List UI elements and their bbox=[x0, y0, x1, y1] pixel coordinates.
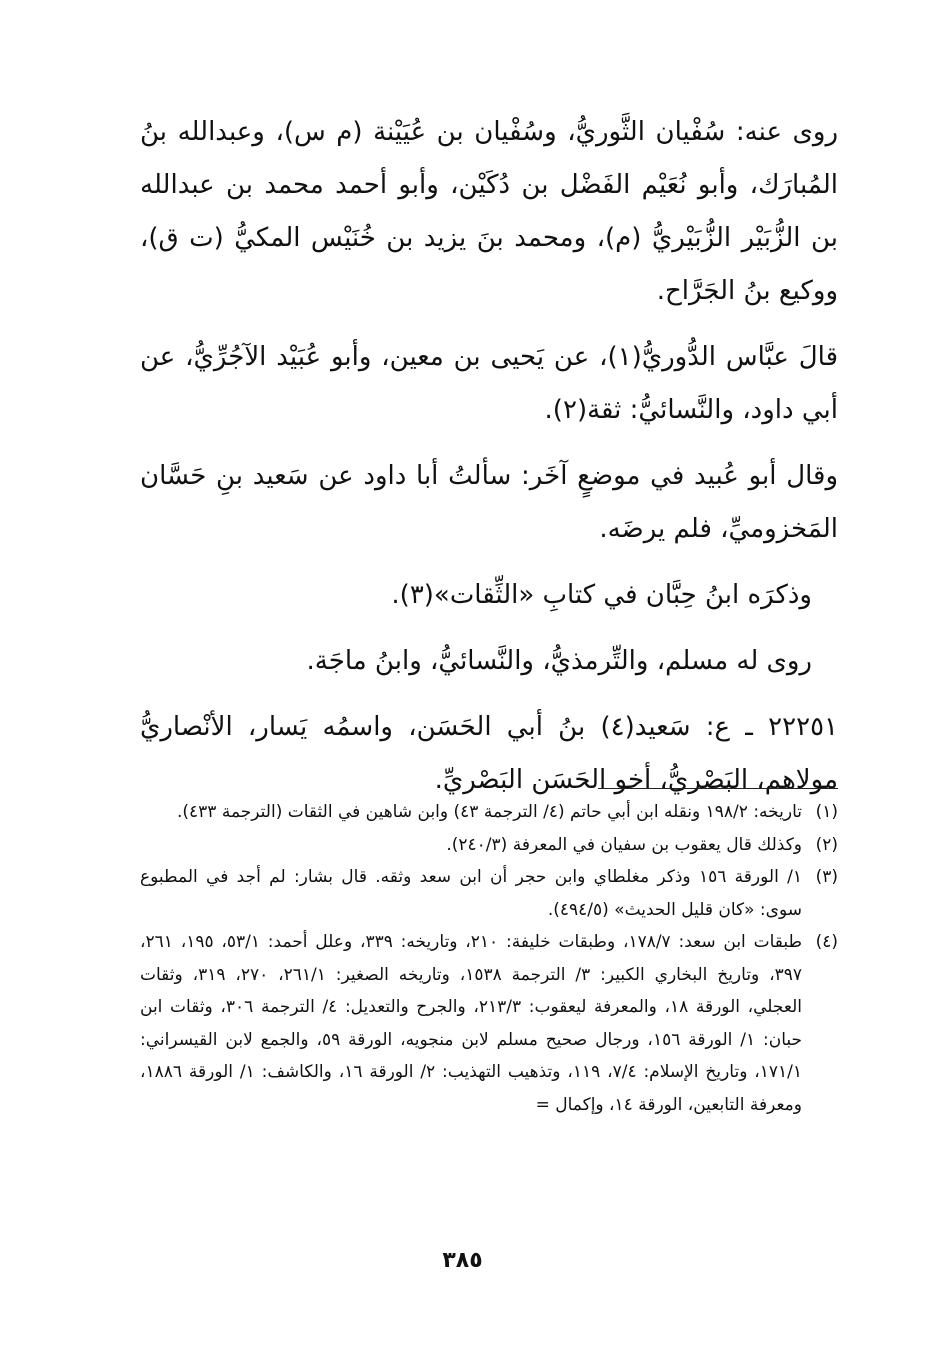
footnote bbox=[140, 796, 838, 829]
footnotes bbox=[140, 796, 838, 1121]
main-paragraph: قالَ عبَّاس الدُّوريُّ(١)، عن يَحيى بن معين، وأبو عُبَيْد الآجُرِّيُّ، عن أبي داود، والنَّسائيُّ: ثقة(٢). bbox=[140, 342, 838, 425]
footnote bbox=[140, 829, 838, 862]
page-number: ٣٨٥ bbox=[442, 1248, 483, 1273]
footnote-number: (٤) bbox=[815, 932, 838, 952]
footnote-number: (١) bbox=[815, 802, 838, 822]
footnote bbox=[140, 861, 838, 926]
footnote-number: (٣) bbox=[815, 867, 838, 887]
footnote-text: طبقات ابن سعد: ١٧٨/٧، وطبقات خليفة: ٢١٠، وتاريخه: ٣٣٩، وعلل أحمد: ٥٣/١، ١٩٥، ٢٦١، ٣٩٧، وتاريخ البخاري الكبير: ٣/ الترجمة ١٥٣٨، وتاريخه الصغير: ٢٦١/١، ٢٧٠، ٣١٩، وثقات العجلي، الورقة ١٨، والمعرفة ليعقوب: ٢١٣/٣، والجرح والتعديل: ٤/ الترجمة ٣٠٦، وثقات ابن حبان: ١/ الورقة ١٥٦، ورجال صحيح مسلم لابن منجويه، الورقة ٥٩، والجمع لابن القيسراني: ١٧١/١، وتاريخ الإسلام: ٧/٤، ١١٩، وتذهيب التهذيب: ٢/ الورقة ١٦، والكاشف: ١/ الورقة ١٨٨٦، ومعرفة التابعين، الورقة ١٤، وإكمال = bbox=[140, 932, 803, 1115]
footnote bbox=[140, 926, 838, 1121]
main-paragraph: روى له مسلم، والتِّرمذيُّ، والنَّسائيُّ، وابنُ ماجَة. bbox=[306, 646, 812, 676]
main-paragraph: وقال أبو عُبيد في موضعٍ آخَر: سألتُ أبا داود عن سَعيد بنِ حَسَّان المَخزوميِّ، فلم يرضَه. bbox=[140, 461, 838, 544]
main-text bbox=[140, 106, 838, 820]
footnote-separator bbox=[598, 788, 838, 789]
footnote-number: (٢) bbox=[815, 834, 838, 855]
footnote-text: وكذلك قال يعقوب بن سفيان في المعرفة (٢٤٠/٣). bbox=[446, 834, 802, 855]
footnote-text: تاريخه: ١٩٨/٢ ونقله ابن أبي حاتم (٤/ الترجمة ٤٣) وابن شاهين في الثقات (الترجمة ٤٣٣). bbox=[176, 802, 802, 822]
main-paragraph: وذكرَه ابنُ حِبَّان في كتابِ «الثِّقات»(٣). bbox=[391, 580, 812, 610]
main-paragraph: روى عنه: سُفْيان الثَّوريُّ، وسُفْيان بن عُيَيْنة (م س)، وعبدالله بنُ المُبارَك، وأبو نُعَيْم الفَضْل بن دُكَيْن، وأبو أحمد محمد بن عبدالله بن الزُّبَيْر الزُّبَيْريُّ (م)، ومحمد بنَ يزيد بن خُنَيْس المكيُّ (ت ق)، ووكيع بنُ الجَرَّاح. bbox=[140, 117, 838, 306]
biography-entry: ٢٢٢٥١ ـ ع: سَعيد(٤) بنُ أبي الحَسَن، واسمُه يَسار، الأنْصاريُّ مولاهم، البَصْريُّ، أخو الحَسَن البَصْريِّ. bbox=[140, 712, 838, 795]
footnote-text: ١/ الورقة ١٥٦ وذكر مغلطاي وابن حجر أن ابن سعد وثقه. قال بشار: لم أجد في المطبوع سوى: «كان قليل الحديث» (٤٩٤/٥). bbox=[140, 867, 803, 920]
